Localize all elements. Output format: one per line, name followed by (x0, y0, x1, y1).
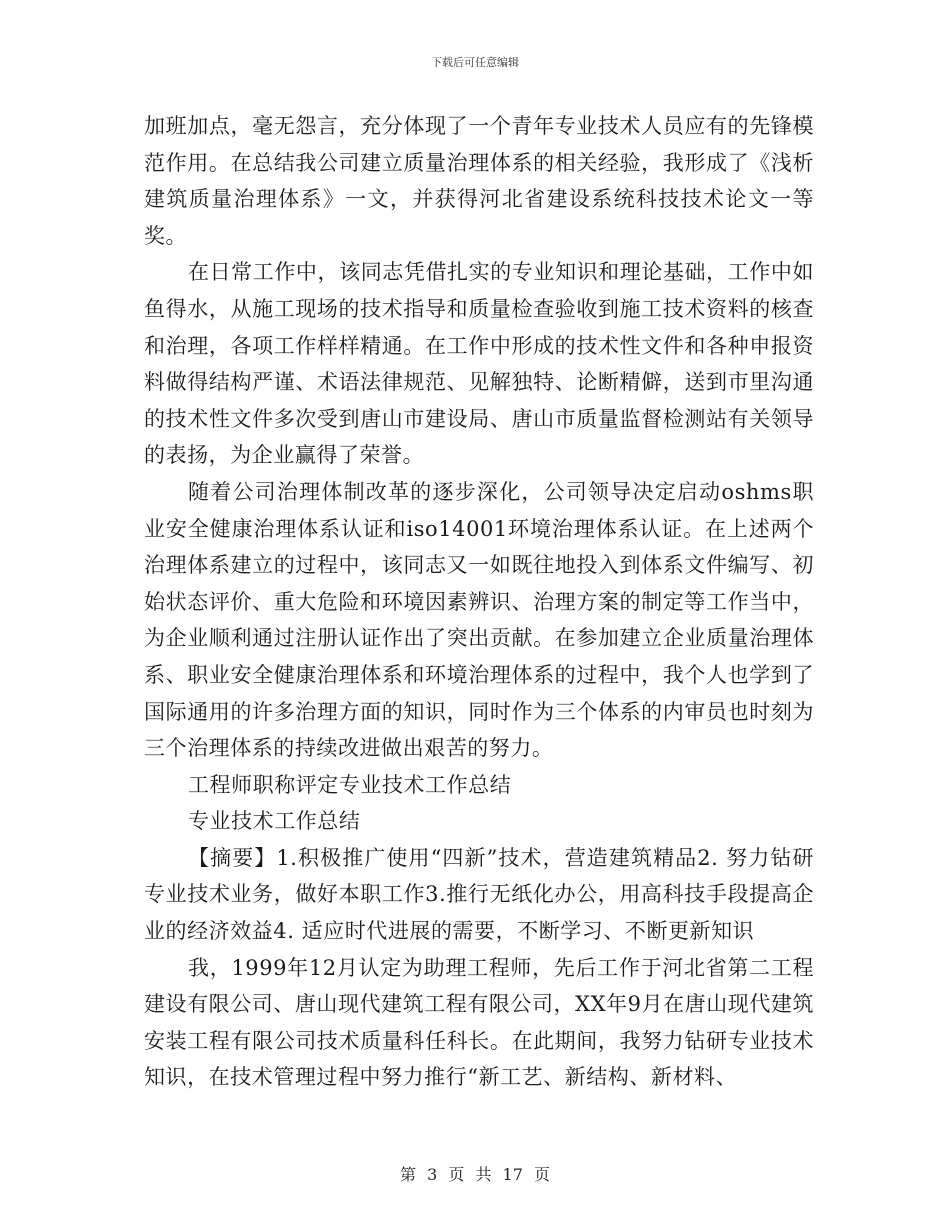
page-header: 下载后可任意编辑 (431, 56, 519, 69)
paragraph-introduction: 我，1999年12月认定为助理工程师，先后工作于河北省第二工程建设有限公司、唐山现代建筑工程有限公司，XX年9月在唐山现代建筑安装工程有限公司技术质量科任科长。在此期间，我努力钻研专业技术知识，在技术管理过程中努力推行“新工艺、新结构、新材料、 (144, 955, 814, 1090)
page-number: 第 3 页 共 17 页 (400, 1165, 550, 1184)
section-subtitle: 专业技术工作总结 (188, 809, 361, 834)
section-title: 工程师职称评定专业技术工作总结 (188, 772, 512, 797)
paragraph-continuation: 加班加点，毫无怨言，充分体现了一个青年专业技术人员应有的先锋模范作用。在总结我公司建立质量治理体系的相关经验，我形成了《浅析建筑质量治理体系》一文，并获得河北省建设系统科技技术论文一等奖。 (144, 114, 814, 248)
paragraph-daily-work: 在日常工作中，该同志凭借扎实的专业知识和理论基础，工作中如鱼得水，从施工现场的技术指导和质量检查验收到施工技术资料的核查和治理，各项工作样样精通。在工作中形成的技术性文件和各种申报资料做得结构严谨、术语法律规范、见解独特、论断精僻，送到市里沟通的技术性文件多次受到唐山市建设局、唐山市质量监督检测站有关领导的表扬，为企业赢得了荣誉。 (144, 260, 814, 468)
document-body (144, 108, 814, 1096)
abstract-paragraph: 【摘要】1.积极推广使用“四新”技术，营造建筑精品2. 努力钻研专业技术业务，做好本职工作3.推行无纸化办公，用高科技手段提高企业的经济效益4. 适应时代进展的需要，不断学习、不断更新知识 (144, 845, 814, 944)
paragraph-certification: 随着公司治理体制改革的逐步深化，公司领导决定启动oshms职业安全健康治理体系认证和iso14001环境治理体系认证。在上述两个治理体系建立的过程中，该同志又一如既往地投入到体系文件编写、初始状态评价、重大危险和环境因素辨识、治理方案的制定等工作当中，为企业顺利通过注册认证作出了突出贡献。在参加建立企业质量治理体系、职业安全健康治理体系和环境治理体系的过程中，我个人也学到了国际通用的许多治理方面的知识，同时作为三个体系的内审员也时刻为三个治理体系的持续改进做出艰苦的努力。 (144, 479, 814, 761)
